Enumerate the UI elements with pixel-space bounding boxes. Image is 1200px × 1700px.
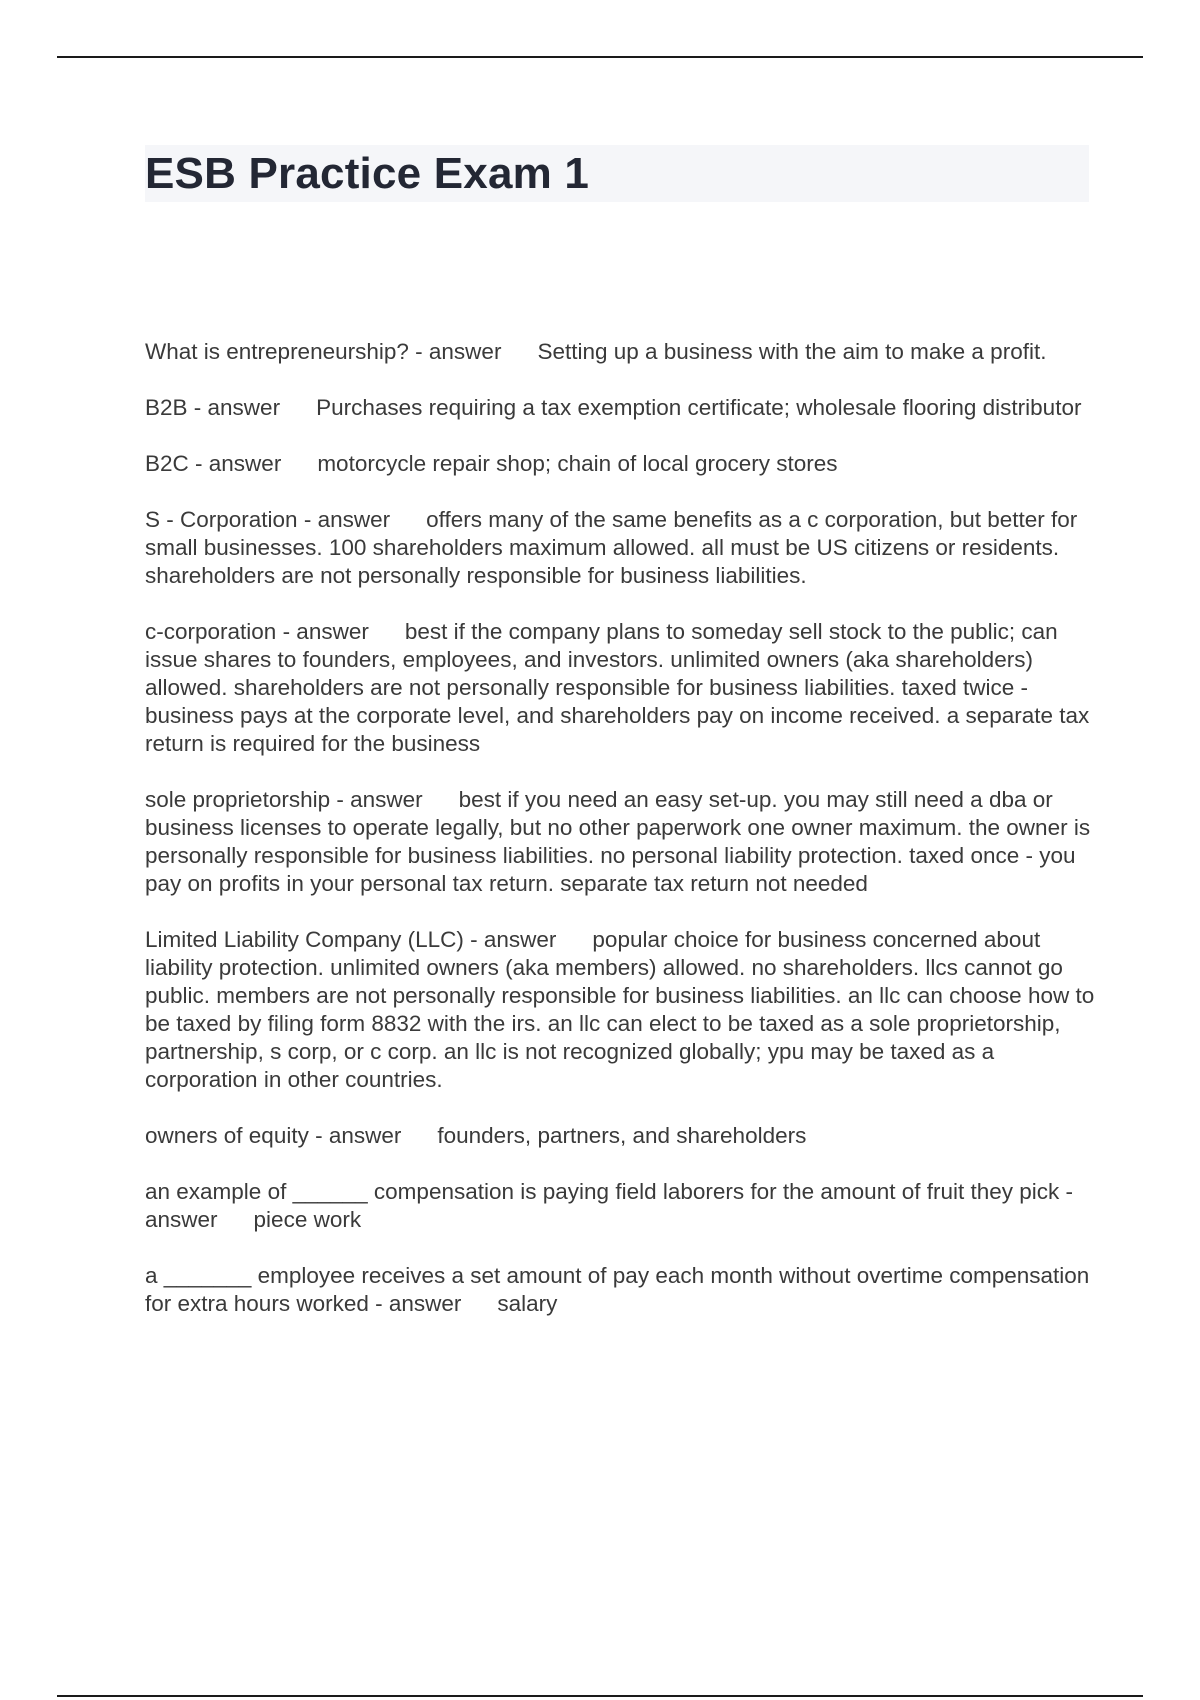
qa-item bbox=[145, 506, 1095, 590]
answer-text: salary bbox=[497, 1291, 558, 1316]
answer-separator: - answer bbox=[187, 395, 281, 420]
qa-item bbox=[145, 786, 1095, 898]
question-text: sole proprietorship bbox=[145, 787, 331, 812]
question-text: S - Corporation bbox=[145, 507, 298, 532]
answer-text: piece work bbox=[253, 1207, 362, 1232]
answer-separator: - answer bbox=[145, 1179, 1074, 1232]
qa-item bbox=[145, 926, 1095, 1094]
question-text: B2B bbox=[145, 395, 188, 420]
answer-text: founders, partners, and shareholders bbox=[437, 1123, 807, 1148]
qa-item bbox=[145, 618, 1095, 758]
qa-item bbox=[145, 450, 1095, 478]
answer-text: offers many of the same benefits as a c corporation, but better for small businesses. 100 shareholders maximum allowed. all must be US citizens or residents. shareholders are not personally responsible for business liabilities. bbox=[145, 507, 1078, 588]
answer-separator: - answer bbox=[463, 927, 557, 952]
qa-list bbox=[145, 338, 1095, 1346]
answer-text: best if the company plans to someday sell stock to the public; can issue shares to founders, employees, and investors. unlimited owners (aka shareholders) allowed. shareholders are not personally responsible for business liabilities. taxed twice - business pays at the corporate level, and shareholders pay on income received. a separate tax return is required for the business bbox=[145, 619, 1090, 756]
top-rule bbox=[57, 56, 1143, 58]
answer-separator: - answer bbox=[308, 1123, 402, 1148]
bottom-rule bbox=[57, 1695, 1143, 1697]
answer-separator: - answer bbox=[188, 451, 282, 476]
question-text: What is entrepreneurship? bbox=[145, 339, 409, 364]
qa-item bbox=[145, 1178, 1095, 1234]
answer-separator: - answer bbox=[368, 1291, 462, 1316]
answer-text: popular choice for business concerned about liability protection. unlimited owners (aka members) allowed. no shareholders. llcs cannot go public. members are not personally responsible for business liabilities. an llc can choose how to be taxed by filing form 8832 with the irs. an llc can elect to be taxed as a sole proprietorship, partnership, s corp, or c corp. an llc is not recognized globally; ypu may be taxed as a corporation in other countries. bbox=[145, 927, 1095, 1092]
answer-text: Purchases requiring a tax exemption certificate; wholesale flooring distributor bbox=[316, 395, 1082, 420]
answer-separator: - answer bbox=[330, 787, 423, 812]
answer-separator: - answer bbox=[297, 507, 391, 532]
qa-item bbox=[145, 338, 1095, 366]
question-text: B2C bbox=[145, 451, 189, 476]
question-text: Limited Liability Company (LLC) bbox=[145, 927, 464, 952]
question-text: an example of ______ compensation is paying field laborers for the amount of fruit they pick bbox=[145, 1179, 1060, 1204]
qa-item bbox=[145, 1122, 1095, 1150]
answer-separator: - answer bbox=[408, 339, 502, 364]
answer-text: best if you need an easy set-up. you may still need a dba or business licenses to operate legally, but no other paperwork one owner maximum. the owner is personally responsible for business liabilities. no personal liability protection. taxed once - you pay on profits in your personal tax return. separate tax return not needed bbox=[145, 787, 1091, 896]
answer-text: motorcycle repair shop; chain of local grocery stores bbox=[317, 451, 838, 476]
qa-item bbox=[145, 394, 1095, 422]
page-title: ESB Practice Exam 1 bbox=[145, 149, 590, 198]
question-text: c-corporation bbox=[145, 619, 277, 644]
answer-separator: - answer bbox=[276, 619, 369, 644]
question-text: a _______ employee receives a set amount of pay each month without overtime compensation for extra hours worked bbox=[145, 1263, 1090, 1316]
answer-text: Setting up a business with the aim to make a profit. bbox=[537, 339, 1047, 364]
qa-item bbox=[145, 1262, 1095, 1318]
question-text: owners of equity bbox=[145, 1123, 309, 1148]
